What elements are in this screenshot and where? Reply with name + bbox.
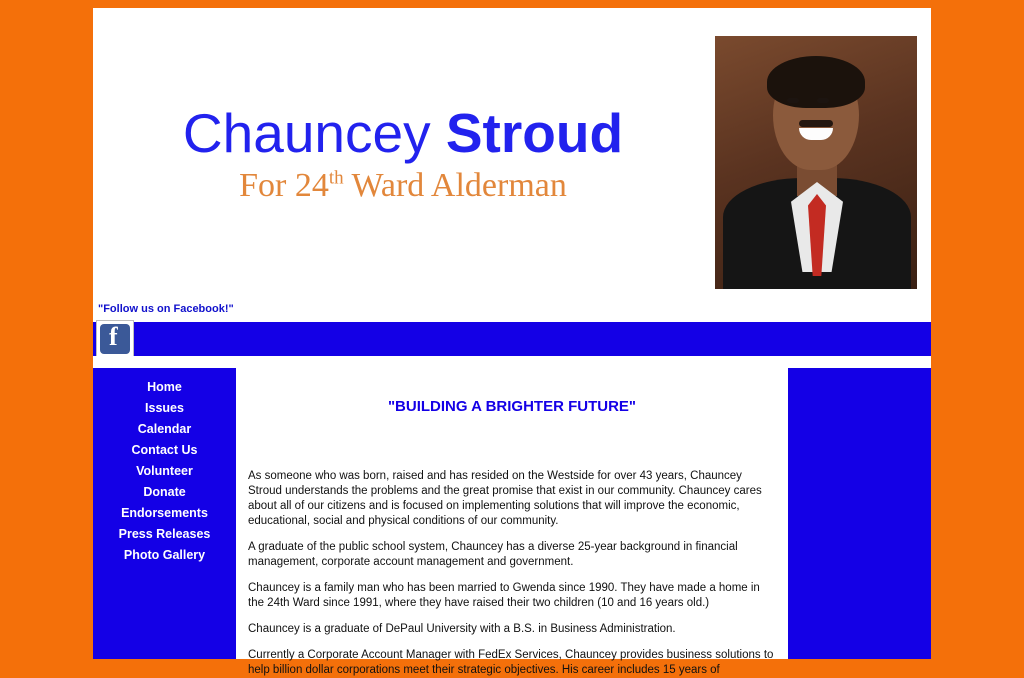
- sidebar-nav: [93, 368, 236, 659]
- candidate-portrait-image: [715, 36, 917, 289]
- sidebar-item-photo-gallery[interactable]: Photo Gallery: [123, 548, 206, 562]
- bio-paragraph-5: Currently a Corporate Account Manager with FedEx Services, Chauncey provides business solutions to help billion dollar corporations meet their strategic objectives. His career includes 15 years of: [248, 649, 774, 676]
- facebook-icon[interactable]: [96, 320, 134, 358]
- facebook-icon-glyph-box: [100, 324, 130, 354]
- bio-paragraph-3: Chauncey is a family man who has been married to Gwenda since 1990. They have made a home in the 24th Ward since 1991, where they have raised their two children (10 and 16 years old.): [248, 582, 760, 609]
- portrait-eye-left: [787, 98, 799, 103]
- facebook-icon-glyph: f: [109, 322, 118, 351]
- sidebar-item-home[interactable]: Home: [147, 380, 182, 394]
- right-sidebar: [788, 368, 931, 659]
- sidebar-item-donate[interactable]: Donate: [143, 485, 186, 499]
- portrait-eye-right: [817, 98, 829, 103]
- candidate-tagline: [93, 167, 713, 205]
- page-headline: "BUILDING A BRIGHTER FUTURE": [387, 398, 637, 415]
- site-banner: [93, 8, 931, 298]
- bio-paragraph-1: As someone who was born, raised and has resided on the Westside for over 43 years, Chauncey Stroud understands the problems and the great promise that exist in our community. Chauncey cares about all of our citizens and is focused on implementing solutions that will improve the economic, educational, social and physical conditions of our community.: [248, 470, 762, 527]
- candidate-first-name: Chauncey: [182, 102, 431, 164]
- tagline-suffix: Ward Alderman: [343, 167, 567, 204]
- main-content: [236, 368, 788, 676]
- candidate-last-name: Stroud: [445, 102, 624, 164]
- site-title-block: [93, 103, 713, 205]
- bio-paragraph-4: Chauncey is a graduate of DePaul University with a B.S. in Business Administration.: [248, 623, 676, 635]
- follow-us-label: "Follow us on Facebook!": [98, 303, 234, 315]
- sidebar-item-volunteer[interactable]: Volunteer: [136, 464, 193, 478]
- sidebar-item-press-releases[interactable]: Press Releases: [118, 527, 211, 541]
- sidebar-item-calendar[interactable]: Calendar: [137, 422, 192, 436]
- candidate-name: [93, 103, 713, 163]
- tagline-ordinal: th: [328, 167, 344, 189]
- sidebar-item-contact-us[interactable]: Contact Us: [131, 443, 198, 457]
- bio-paragraph-2: A graduate of the public school system, Chauncey has a diverse 25-year background in financial management, corporate account management and government.: [248, 541, 738, 568]
- sidebar-item-endorsements[interactable]: Endorsements: [121, 506, 208, 520]
- content-row: [93, 368, 931, 676]
- site-page: [93, 0, 931, 676]
- social-bar: [93, 322, 931, 356]
- portrait-hair: [767, 56, 865, 108]
- tagline-prefix: For 24: [239, 167, 329, 204]
- portrait-mustache: [799, 120, 833, 127]
- sidebar-item-issues[interactable]: Issues: [145, 401, 184, 415]
- content-spacer: [93, 356, 931, 368]
